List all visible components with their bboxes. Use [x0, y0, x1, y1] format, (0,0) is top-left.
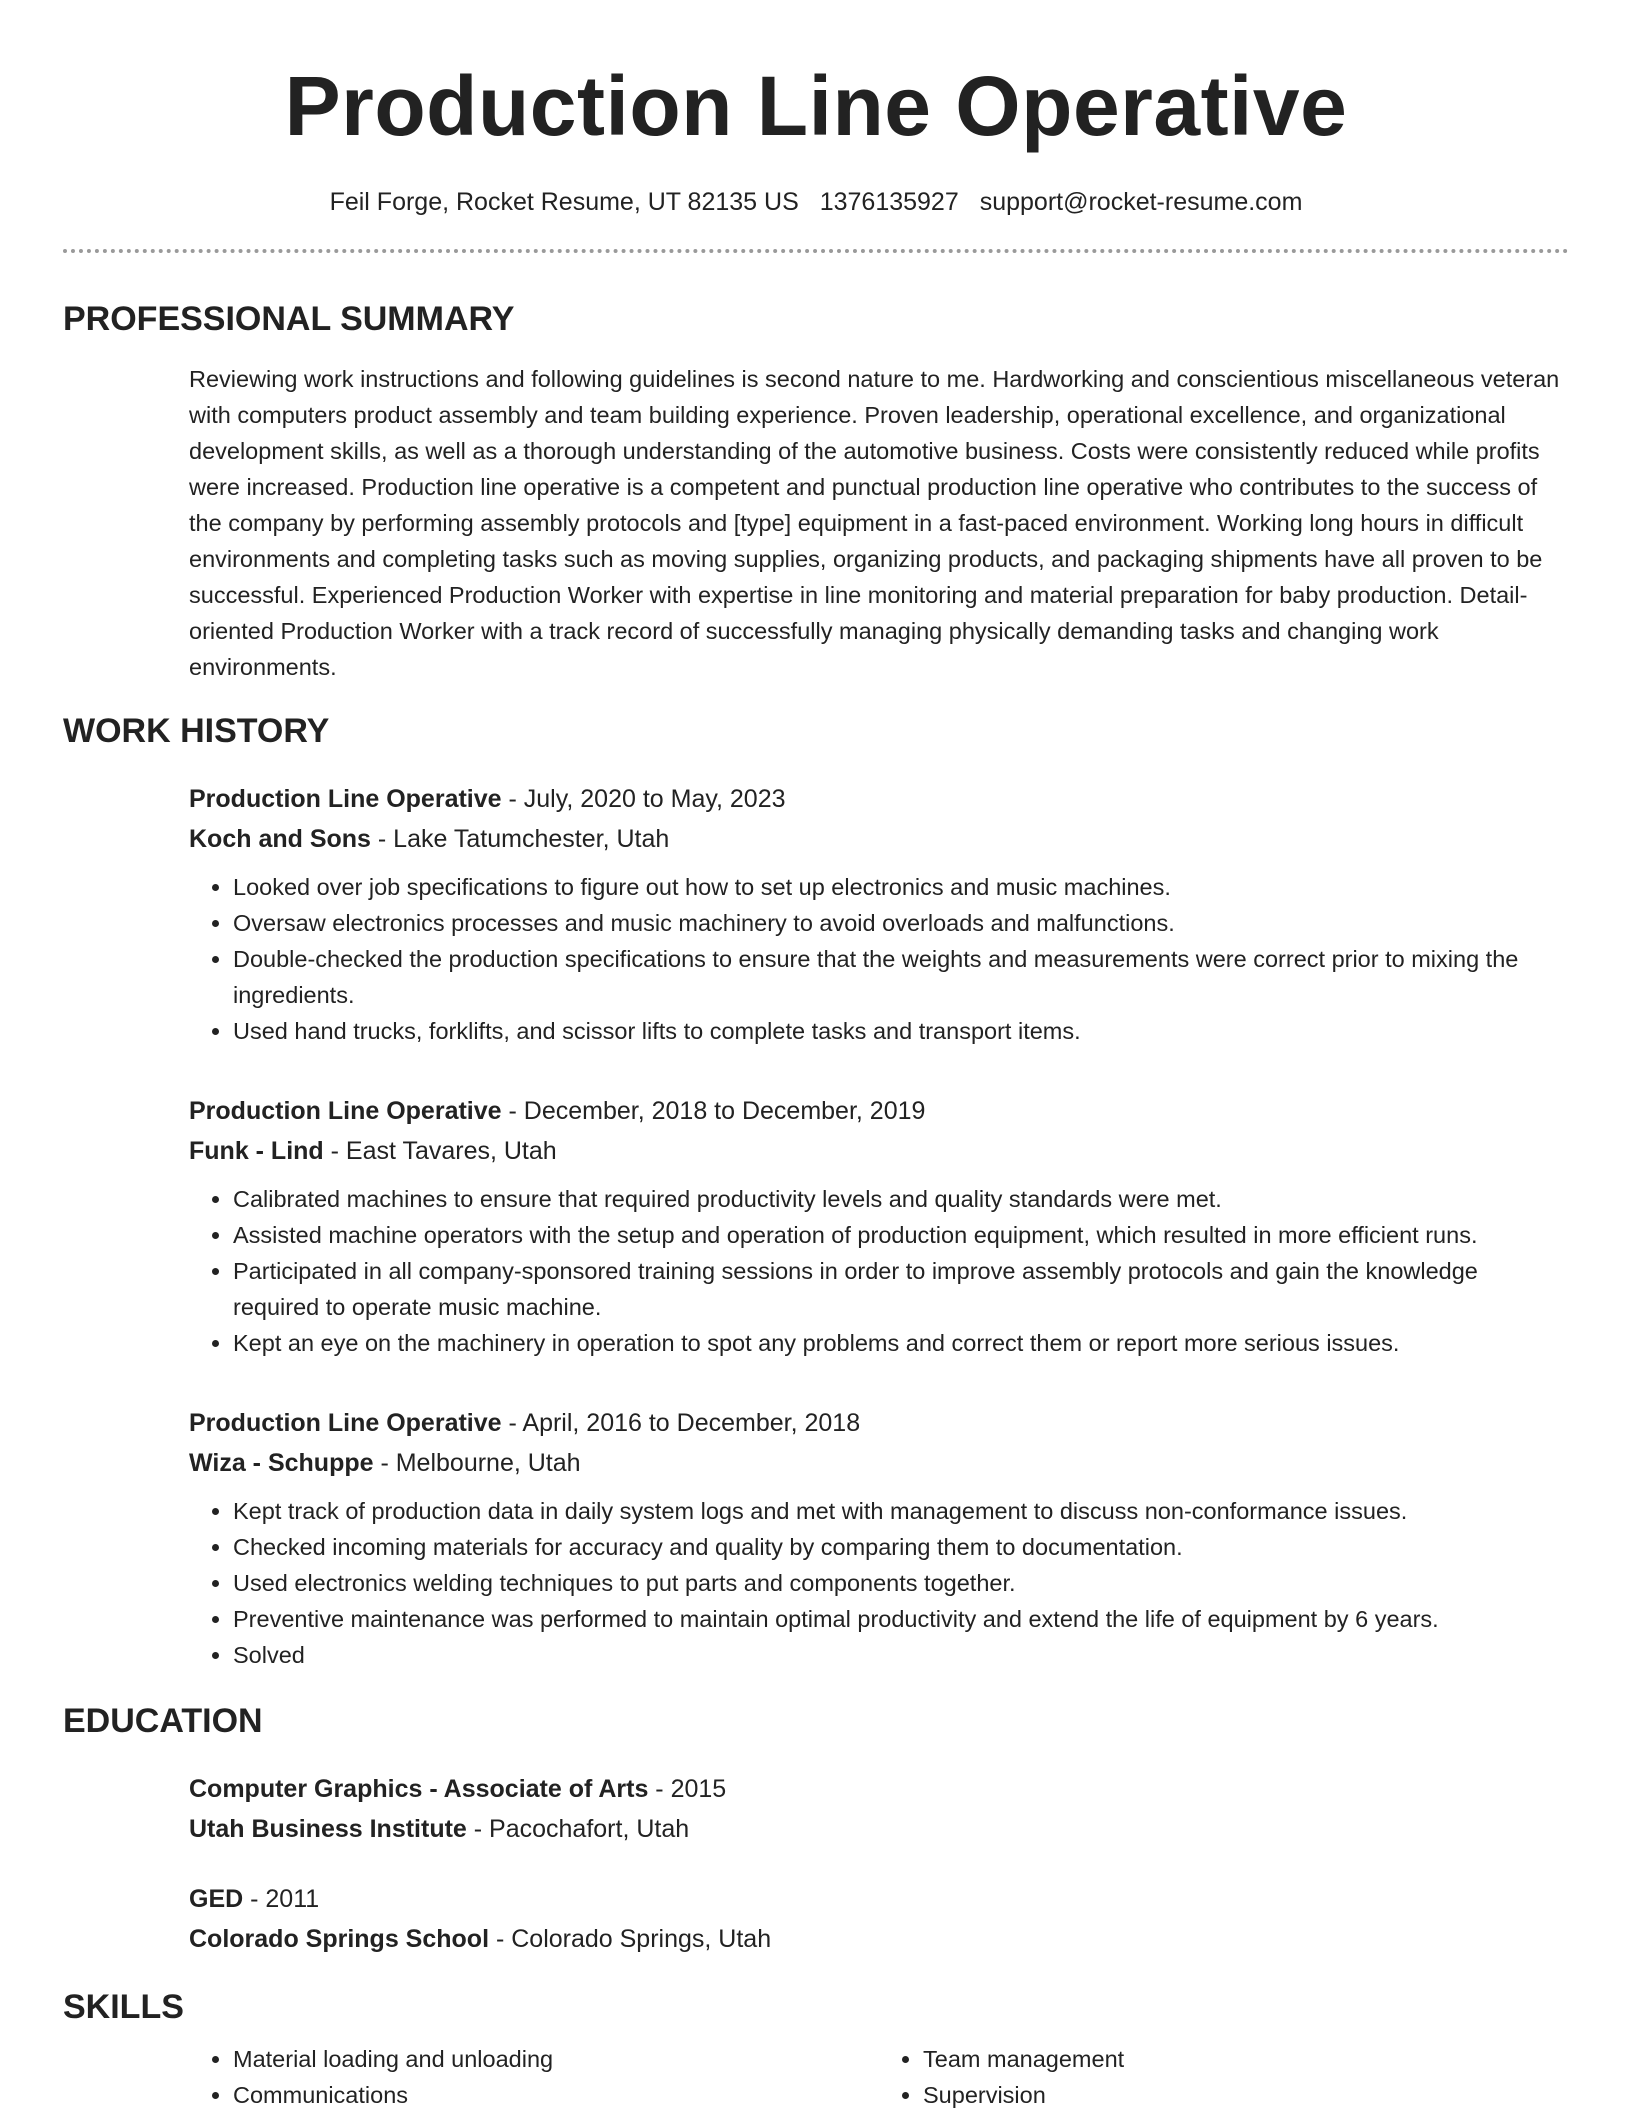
- job-company: Wiza - Schuppe: [189, 1449, 374, 1477]
- education-school-line: [189, 1919, 1569, 1959]
- job-location: - East Tavares, Utah: [323, 1137, 557, 1165]
- skill-item: • Team management: [923, 2041, 1569, 2077]
- job-bullets: [189, 1181, 1569, 1361]
- job-entry: [189, 1403, 1569, 1673]
- education-school-line: [189, 1809, 1569, 1849]
- job-bullets: [189, 1493, 1569, 1673]
- education-year: - 2011: [243, 1885, 320, 1913]
- section-title: PROFESSIONAL SUMMARY: [63, 300, 515, 338]
- job-company-line: [189, 819, 1569, 859]
- job-entry: [189, 779, 1569, 1049]
- education-location: - Colorado Springs, Utah: [489, 1925, 772, 1953]
- contact-line: [63, 186, 1569, 218]
- education-entry: [189, 1879, 1569, 1959]
- job-title-line: [189, 1403, 1569, 1443]
- header-divider: [63, 249, 1569, 253]
- candidate-name: Production Line Operative: [284, 59, 1348, 153]
- skill-item: • Communications: [233, 2077, 879, 2113]
- job-company-line: [189, 1443, 1569, 1483]
- education-school: Utah Business Institute: [189, 1815, 467, 1843]
- job-dates: - July, 2020 to May, 2023: [501, 785, 786, 813]
- job-role: Production Line Operative: [189, 785, 502, 813]
- section-body: [63, 361, 1569, 685]
- list-item: • Assisted machine operators with the setup and operation of production equipment, which resulted in more efficient runs.: [233, 1217, 1569, 1253]
- list-item: • Calibrated machines to ensure that required productivity levels and quality standards were met.: [233, 1181, 1569, 1217]
- section-education: [63, 1699, 1569, 1959]
- list-item: • Looked over job specifications to figure out how to set up electronics and music machines.: [233, 869, 1569, 905]
- section-skills: [63, 1985, 1569, 2113]
- job-location: - Melbourne, Utah: [373, 1449, 581, 1477]
- education-degree-line: [189, 1769, 1569, 1809]
- list-item: • Used electronics welding techniques to put parts and components together.: [233, 1565, 1569, 1601]
- list-item: • Solved: [233, 1637, 1569, 1673]
- list-item: • Oversaw electronics processes and music machinery to avoid overloads and malfunctions.: [233, 905, 1569, 941]
- list-item: • Double-checked the production specifications to ensure that the weights and measurements were correct prior to mixing the ingredients.: [233, 941, 1569, 1013]
- section-body: [63, 779, 1569, 1673]
- contact-email: support@rocket-resume.com: [979, 188, 1303, 216]
- job-company: Funk - Lind: [189, 1137, 324, 1165]
- contact-address: Feil Forge, Rocket Resume, UT 82135 US: [329, 188, 799, 216]
- contact-phone: 1376135927: [819, 188, 959, 216]
- education-location: - Pacochafort, Utah: [466, 1815, 690, 1843]
- education-school: Colorado Springs School: [189, 1925, 490, 1953]
- section-body: [63, 2041, 1569, 2113]
- list-item: • Kept track of production data in daily system logs and met with management to discuss non-conformance issues.: [233, 1493, 1569, 1529]
- education-degree-line: [189, 1879, 1569, 1919]
- section-title: WORK HISTORY: [63, 712, 330, 750]
- summary-paragraph: Reviewing work instructions and following guidelines is second nature to me. Hardworking and conscientious miscellaneous veteran with computers product assembly and team building experience. Proven leadership, operational excellence, and organizational development skills, as well as a thorough understanding of the automotive business. Costs were consistently reduced while profits were increased. Production line operative is a competent and punctual production line operative who contributes to the success of the company by performing assembly protocols and [type] equipment in a fast-paced environment. Working long hours in difficult environments and completing tasks such as moving supplies, organizing products, and packaging shipments have all proven to be successful. Experienced Production Worker with expertise in line monitoring and material preparation for baby production. Detail-oriented Production Worker with a track record of successfully managing physically demanding tasks and changing work environments.: [189, 366, 1560, 680]
- education-year: - 2015: [648, 1775, 727, 1803]
- job-role: Production Line Operative: [189, 1097, 502, 1125]
- list-item: • Used hand trucks, forklifts, and scissor lifts to complete tasks and transport items.: [233, 1013, 1569, 1049]
- skills-column-left: [189, 2041, 879, 2113]
- skill-item: • Material loading and unloading: [233, 2041, 879, 2077]
- section-professional-summary: [63, 297, 1569, 685]
- list-item: • Participated in all company-sponsored training sessions in order to improve assembly protocols and gain the knowledge required to operate music machine.: [233, 1253, 1569, 1325]
- skills-column-right: [879, 2041, 1569, 2113]
- job-dates: - April, 2016 to December, 2018: [501, 1409, 861, 1437]
- section-title: SKILLS: [63, 1988, 184, 2026]
- job-company: Koch and Sons: [189, 825, 371, 853]
- job-bullets: [189, 869, 1569, 1049]
- skills-grid: [189, 2041, 1569, 2113]
- section-title: EDUCATION: [63, 1702, 263, 1740]
- skill-item: • Supervision: [923, 2077, 1569, 2113]
- list-item: • Kept an eye on the machinery in operation to spot any problems and correct them or report more serious issues.: [233, 1325, 1569, 1361]
- job-title-line: [189, 779, 1569, 819]
- education-degree: GED: [189, 1885, 244, 1913]
- job-title-line: [189, 1091, 1569, 1131]
- resume-header: [63, 0, 1569, 218]
- job-company-line: [189, 1131, 1569, 1171]
- education-entry: [189, 1769, 1569, 1849]
- job-location: - Lake Tatumchester, Utah: [370, 825, 670, 853]
- job-entry: [189, 1091, 1569, 1361]
- job-dates: - December, 2018 to December, 2019: [501, 1097, 926, 1125]
- section-work-history: [63, 709, 1569, 1673]
- list-item: • Checked incoming materials for accuracy and quality by comparing them to documentation.: [233, 1529, 1569, 1565]
- list-item: • Preventive maintenance was performed to maintain optimal productivity and extend the life of equipment by 6 years.: [233, 1601, 1569, 1637]
- section-body: [63, 1769, 1569, 1959]
- education-degree: Computer Graphics - Associate of Arts: [189, 1775, 649, 1803]
- job-role: Production Line Operative: [189, 1409, 502, 1437]
